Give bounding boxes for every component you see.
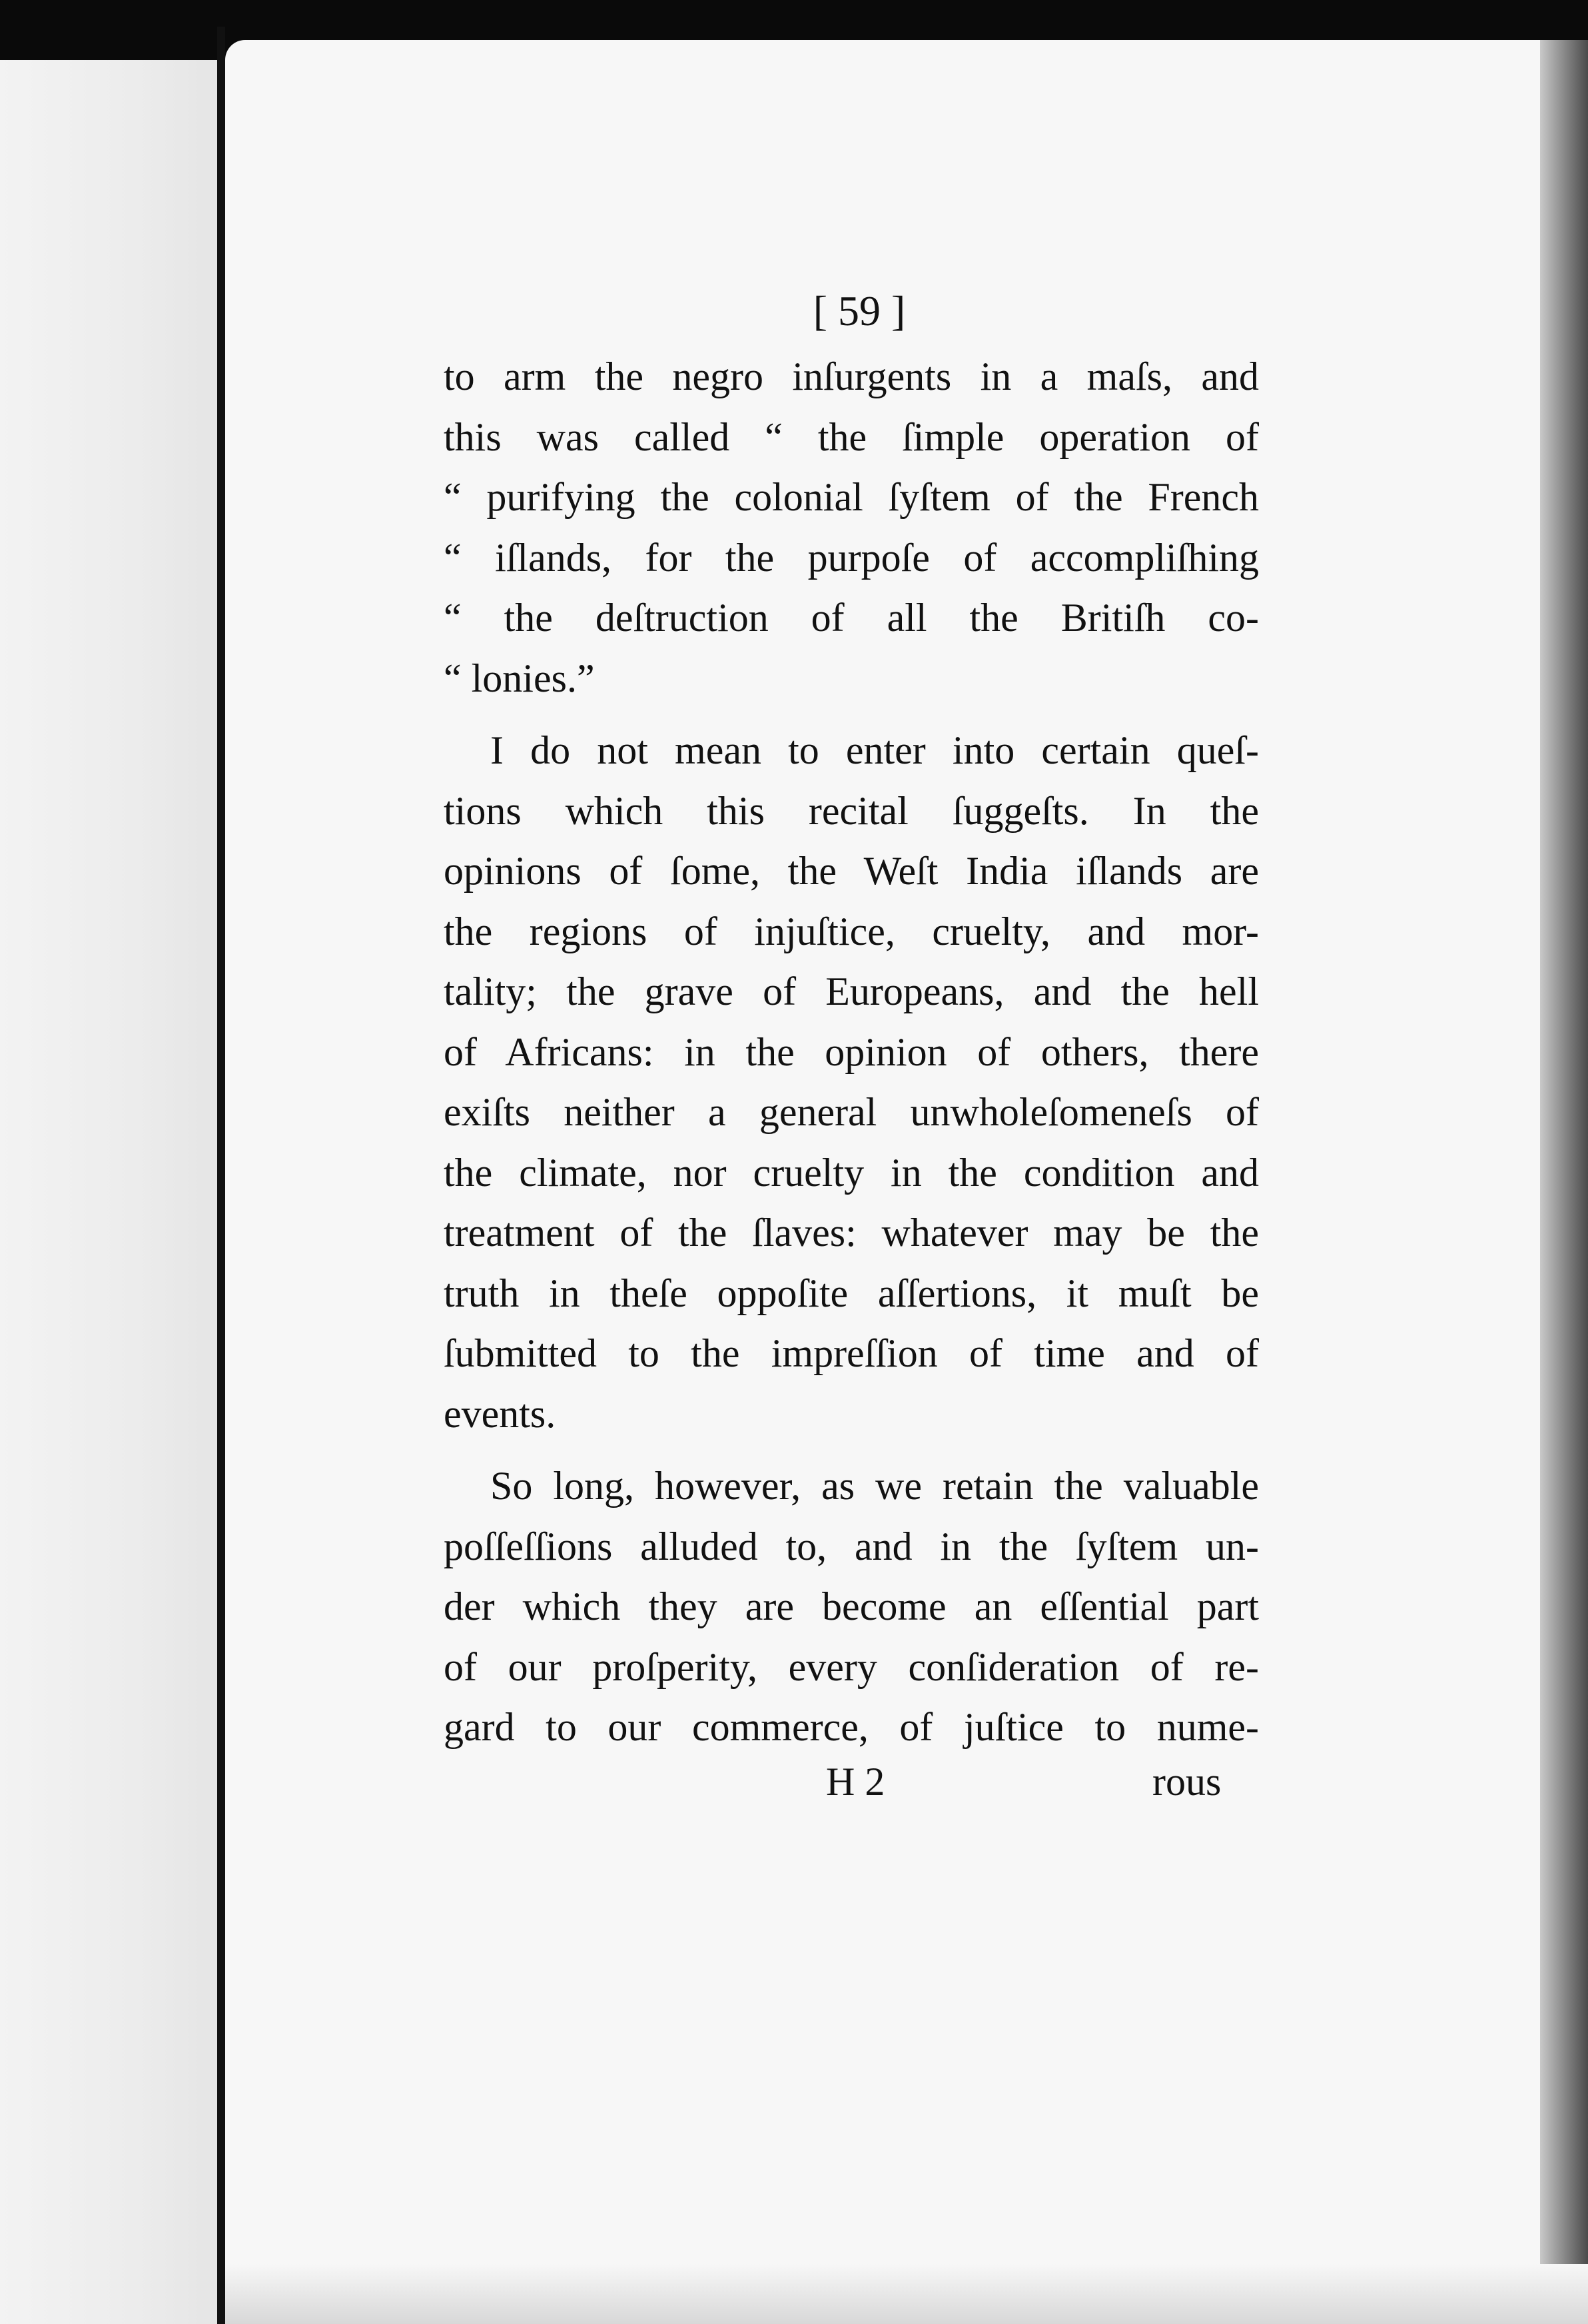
text-line: I do not mean to enter into certain queſ- [490, 728, 1259, 772]
text-line: tality; the grave of Europeans, and the hell [444, 969, 1259, 1013]
text-line: treatment of the ſlaves: whatever may be the [444, 1211, 1259, 1255]
catchword: rous [1152, 1760, 1222, 1804]
body-text [444, 346, 1259, 1758]
text-line: “ the deſtruction of all the Britiſh co- [444, 596, 1259, 640]
text-line: tions which this recital ſuggeſts. In the [444, 788, 1259, 833]
text-line: of Africans: in the opinion of others, there [444, 1029, 1259, 1074]
text-line: So long, however, as we retain the valuable [490, 1464, 1259, 1508]
book-spine-line [217, 27, 225, 2324]
text-line: “ lonies.” [444, 656, 595, 700]
text-line: ſubmitted to the impreſſion of time and of [444, 1331, 1259, 1375]
text-line: events. [444, 1391, 556, 1436]
text-line: this was called “ the ſimple operation of [444, 414, 1259, 459]
text-line: gard to our commerce, of juſtice to nume- [444, 1705, 1259, 1749]
text-line: poſſeſſions alluded to, and in the ſyſtem un- [444, 1524, 1259, 1568]
signature-mark: H 2 [826, 1760, 885, 1804]
paragraph-3 [444, 1456, 1259, 1758]
text-line: “ iſlands, for the purpoſe of accompliſhing [444, 535, 1259, 580]
page-bottom-shade [225, 2264, 1588, 2324]
paragraph-1 [444, 346, 1259, 708]
text-line: “ purifying the colonial ſyſtem of the French [444, 475, 1259, 519]
page-right-edge [1540, 40, 1588, 2324]
text-line: the regions of injuſtice, cruelty, and mor- [444, 909, 1259, 953]
text-line: of our proſperity, every conſideration of re- [444, 1644, 1259, 1689]
text-line: the climate, nor cruelty in the condition and [444, 1150, 1259, 1195]
scan-left-margin [0, 0, 226, 2324]
text-line: opinions of ſome, the Weſt India iſlands are [444, 849, 1259, 893]
page-number-header: [ 59 ] [813, 287, 906, 334]
text-line: der which they are become an eſſential part [444, 1584, 1259, 1628]
text-line: truth in theſe oppoſite aſſertions, it muſt be [444, 1271, 1259, 1315]
text-line: exiſts neither a general unwholeſomeneſs of [444, 1090, 1259, 1134]
text-line: to arm the negro inſurgents in a maſs, and [444, 354, 1259, 398]
paragraph-2 [444, 720, 1259, 1444]
